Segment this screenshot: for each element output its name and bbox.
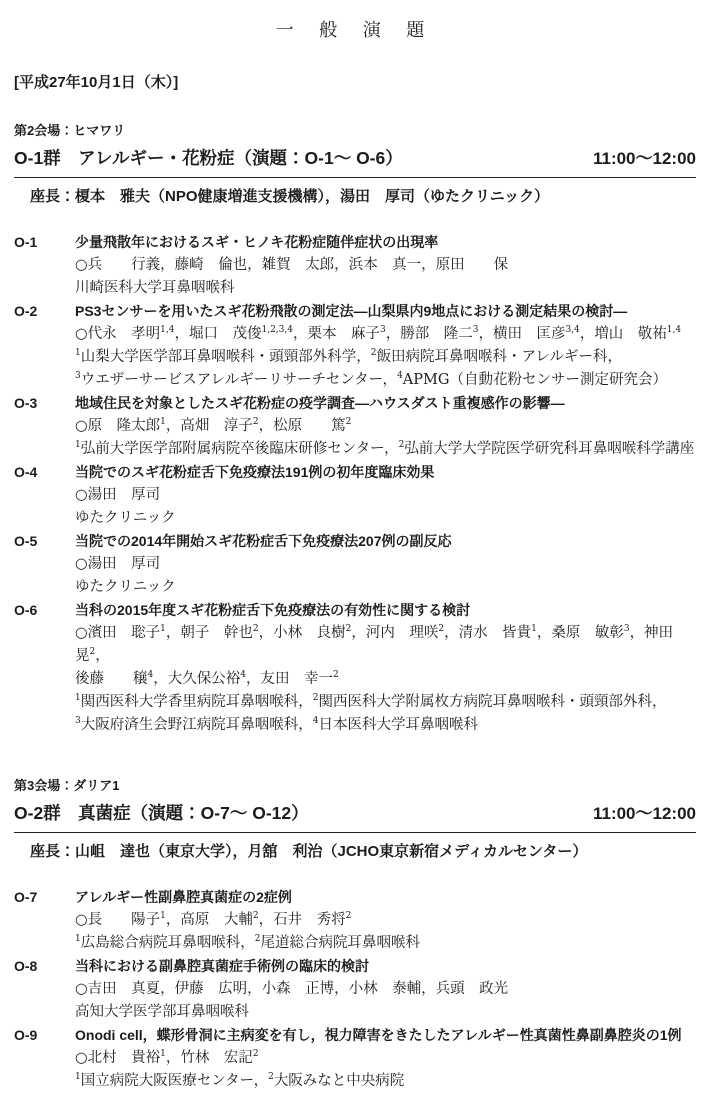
presentation-body-row (14, 346, 696, 369)
presentation-authors: ○代永 孝明$^{1,4}$，堀口 茂俊$^{1,2,3,4}$，栗本 麻子$^3$，勝部 隆二$^3$，横田 匡彦$^{3,4}$，増山 敬祐$^{1,4}$ (75, 325, 682, 342)
presentation-affiliation: $^3$ウエザーサービスアレルギーリサーチセンター，$^4$APMG（自動花粉センサー測定研究会） (75, 371, 667, 388)
presentation-body-row (14, 691, 696, 714)
presentation-title: 当院での2014年開始スギ花粉症舌下免疫療法207例の副反応 (75, 533, 452, 549)
presentation-affiliation: ゆたクリニック (75, 510, 176, 526)
author-superscript: 2 (345, 911, 352, 922)
author-superscript: 3 (75, 716, 81, 727)
author-superscript: 2 (370, 348, 377, 359)
presentation-affiliation: $^1$山梨大学医学部耳鼻咽喉科・頭頸部外科学，$^2$飯田病院耳鼻咽喉科・アレルギー科， (75, 348, 623, 365)
presentation-affiliation: ゆたクリニック (75, 579, 176, 595)
author-superscript: 2 (345, 417, 352, 428)
presentation-list (14, 886, 696, 1093)
presentation-body-row (14, 622, 703, 668)
author-superscript: 3 (75, 371, 81, 382)
presentation-title-row (14, 599, 696, 622)
session-2 (14, 775, 696, 1093)
author-superscript: 3,4 (565, 325, 580, 336)
presentation-body-row (14, 978, 696, 1001)
session-group-title: O-1群 アレルギー・花粉症（演題：O-1〜 O-6） (14, 148, 403, 168)
presentation-affiliation: $^1$弘前大学医学部附属病院卒後臨床研修センター，$^2$弘前大学大学院医学研究科耳鼻咽喉科学講座 (75, 440, 695, 457)
author-superscript: 4 (147, 670, 154, 681)
presentation-id: O-2 (14, 303, 38, 319)
presentation-affiliation: $^1$国立病院大阪医療センター，$^2$大阪みなと中央病院 (75, 1072, 405, 1089)
presentation-title-row (14, 530, 696, 553)
author-superscript: 1 (75, 693, 81, 704)
presentation (14, 1024, 696, 1093)
presentation-body-row (14, 932, 696, 955)
presentation-list (14, 231, 703, 737)
presentation-id: O-8 (14, 958, 38, 974)
presentation-id: O-5 (14, 533, 38, 549)
presentation-title: 当科における副鼻腔真菌症手術例の臨床的検討 (75, 958, 369, 974)
author-superscript: 1 (75, 1072, 81, 1083)
presentation-title: 少量飛散年におけるスギ・ヒノキ花粉症随伴症状の出現率 (75, 234, 439, 250)
author-superscript: 2 (89, 647, 96, 658)
presentation-authors: ○長 陽子$^1$，高原 大輔$^2$，石井 秀将$^2$ (75, 911, 352, 928)
author-superscript: 1,4 (160, 325, 175, 336)
presentation-title-row (14, 886, 696, 909)
date-line: [平成27年10月1日（木）] (14, 74, 179, 91)
session-group-title: O-2群 真菌症（演題：O-7〜 O-12） (14, 803, 309, 823)
presentation-authors: 後藤 穣$^4$，大久保公裕$^4$，友田 幸一$^2$ (75, 670, 339, 687)
presentation-affiliation: 高知大学医学部耳鼻咽喉科 (75, 1004, 249, 1020)
author-superscript: 1 (75, 934, 81, 945)
presentation-affiliation: $^3$大阪府済生会野江病院耳鼻咽喉科，$^4$日本医科大学耳鼻咽喉科 (75, 716, 478, 733)
presentation-body-row (14, 369, 696, 392)
author-superscript: 2 (252, 624, 259, 635)
presentation-authors: ○兵 行義，藤崎 倫也，雑賀 太郎，浜本 真一，原田 保 (75, 257, 509, 273)
author-superscript: 4 (240, 670, 246, 681)
author-superscript: 4 (312, 716, 319, 727)
presentation (14, 530, 696, 599)
author-superscript: 2 (252, 1049, 259, 1060)
presentation-authors: ○吉田 真夏，伊藤 広明，小森 正博，小林 泰輔，兵頭 政光 (75, 981, 509, 997)
author-superscript: 1,2,3,4 (261, 325, 293, 336)
presentation (14, 231, 696, 300)
author-superscript: 2 (398, 440, 405, 451)
presentation-id: O-6 (14, 602, 38, 618)
presentation (14, 392, 696, 461)
presentation-title-row (14, 392, 696, 415)
presentation-title: 当科の2015年度スギ花粉症舌下免疫療法の有効性に関する検討 (75, 602, 471, 618)
presentation-title: Onodi cell，蝶形骨洞に主病変を有し，視力障害をきたしたアレルギー性真菌性鼻副鼻腔炎の1例 (75, 1027, 682, 1043)
presentation-body-row (14, 668, 696, 691)
author-superscript: 1 (75, 348, 81, 359)
presentation-title-row (14, 1024, 696, 1047)
presentation-body-row (14, 1001, 696, 1024)
presentation-title-row (14, 300, 696, 323)
presentation-body-row (14, 553, 696, 576)
author-superscript: 2 (345, 624, 352, 635)
session-time: 11:00〜12:00 (592, 804, 696, 823)
presentation-body-row (14, 714, 696, 737)
author-superscript: 2 (268, 1072, 274, 1083)
session-chairs: 座長：榎本 雅夫（NPO健康増進支援機構），湯田 厚司（ゆたクリニック） (30, 188, 550, 205)
author-superscript: 2 (254, 934, 261, 945)
presentation-authors: ○湯田 厚司 (75, 487, 161, 503)
author-superscript: 3 (623, 624, 630, 635)
presentation-body-row (14, 1070, 696, 1093)
presentation-authors: ○湯田 厚司 (75, 556, 161, 572)
author-superscript: 1 (160, 417, 166, 428)
session-chairs: 座長：山岨 達也（東京大学），月舘 利治（JCHO東京新宿メディカルセンター） (30, 843, 588, 860)
presentation (14, 599, 703, 737)
presentation-body-row (14, 909, 696, 932)
session-heading-row (14, 799, 696, 833)
presentation-body-row (14, 1047, 696, 1070)
presentation-title: 地域住民を対象としたスギ花粉症の疫学調査―ハウスダスト重複感作の影響― (75, 395, 565, 411)
author-superscript: 2 (438, 624, 445, 635)
session-1 (14, 120, 703, 737)
presentation-affiliation: $^1$広島総合病院耳鼻咽喉科，$^2$尾道総合病院耳鼻咽喉科 (75, 934, 420, 951)
sessions (14, 120, 703, 1093)
author-superscript: 2 (312, 693, 319, 704)
author-superscript: 1 (75, 440, 81, 451)
presentation-authors: ○北村 貴裕$^1$，竹林 宏記$^2$ (75, 1049, 259, 1066)
author-superscript: 2 (252, 417, 259, 428)
presentation-body-row (14, 277, 696, 300)
presentation-id: O-9 (14, 1027, 38, 1043)
presentation-id: O-3 (14, 395, 38, 411)
author-superscript: 3 (472, 325, 479, 336)
presentation (14, 886, 696, 955)
presentation-authors: ○原 隆太郎$^1$，高畑 淳子$^2$，松原 篤$^2$ (75, 417, 352, 434)
session-venue: 第2会場：ヒマワリ (14, 123, 126, 138)
author-superscript: 4 (397, 371, 403, 382)
presentation-body-row (14, 507, 696, 530)
presentation-body-row (14, 323, 696, 346)
session-venue: 第3会場：ダリア1 (14, 778, 120, 793)
presentation-affiliation: $^1$関西医科大学香里病院耳鼻咽喉科，$^2$関西医科大学附属枚方病院耳鼻咽喉科・頭頸部外科， (75, 693, 667, 710)
presentation-body-row (14, 438, 696, 461)
author-superscript: 3 (379, 325, 386, 336)
presentation (14, 461, 696, 530)
presentation-affiliation: 川崎医科大学耳鼻咽喉科 (75, 280, 235, 296)
presentation-title: アレルギー性副鼻腔真菌症の2症例 (75, 889, 292, 905)
session-heading-row (14, 144, 696, 178)
author-superscript: 1 (160, 1049, 166, 1060)
presentation (14, 300, 696, 392)
presentation-title-row (14, 461, 696, 484)
session-time: 11:00〜12:00 (592, 149, 696, 168)
document-title: 一 般 演 題 (275, 20, 435, 41)
presentation-body-row (14, 576, 696, 599)
author-superscript: 1 (160, 624, 166, 635)
author-superscript: 2 (332, 670, 339, 681)
presentation-id: O-1 (14, 234, 38, 250)
presentation-title: PS3センサーを用いたスギ花粉飛散の測定法―山梨県内9地点における測定結果の検討― (75, 303, 628, 319)
author-superscript: 2 (252, 911, 259, 922)
author-superscript: 1,4 (666, 325, 682, 336)
presentation-body-row (14, 254, 696, 277)
presentation-body-row (14, 484, 696, 507)
presentation-body-row (14, 415, 696, 438)
author-superscript: 1 (531, 624, 537, 635)
author-superscript: 1 (160, 911, 166, 922)
presentation-title-row (14, 955, 696, 978)
presentation-id: O-7 (14, 889, 38, 905)
presentation-title-row (14, 231, 696, 254)
presentation-id: O-4 (14, 464, 38, 480)
presentation (14, 955, 696, 1024)
presentation-authors: ○濱田 聡子$^1$，朝子 幹也$^2$，小林 良樹$^2$，河内 理咲$^2$，清水 皆貴$^1$，桑原 敏彰$^3$，神田 晃$^2$， (75, 624, 703, 664)
presentation-title: 当院でのスギ花粉症舌下免疫療法191例の初年度臨床効果 (75, 464, 435, 480)
